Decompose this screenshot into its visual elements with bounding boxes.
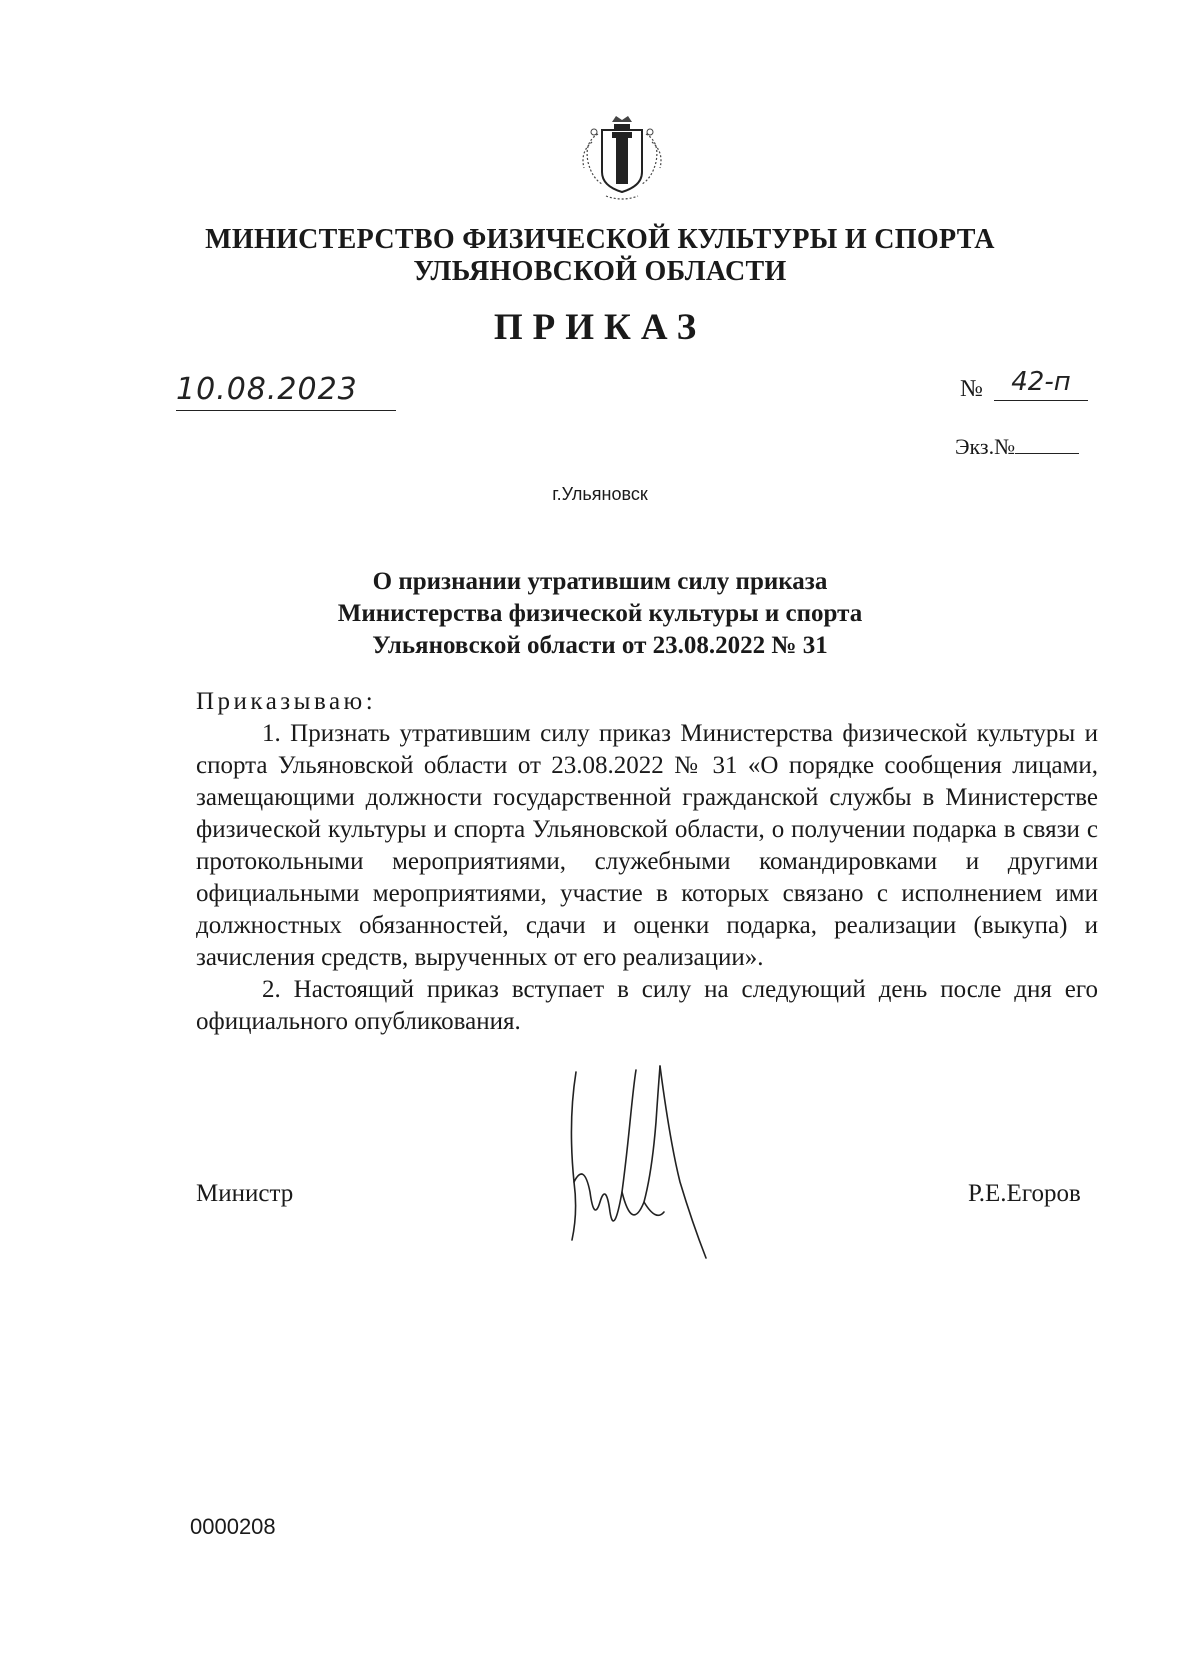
coat-of-arms-emblem [566,112,678,204]
subject-line-3: Ульяновской области от 23.08.2022 № 31 [372,632,828,659]
city-name: г.Ульяновск [552,484,648,504]
subject-line-2: Министерства физической культуры и спорта [337,600,863,627]
ministry-line-1: МИНИСТЕРСТВО ФИЗИЧЕСКОЙ КУЛЬТУРЫ И СПОРТА [205,224,995,255]
order-body [196,686,1098,1038]
document-serial-number: 0000208 [190,1514,276,1539]
copy-number-label: Экз.№ [955,434,1016,459]
ministry-name [0,224,1200,288]
order-paragraph-1: 1. Признать утратившим силу приказ Министерства физической культуры и спорта Ульяновской области от 23.08.2022 № 31 «О порядке сообщения лицами, замещающими должности государственной гражданской службы в Министерстве физической культуры и спорта Ульяновской области, о получении подарка в связи с протокольными мероприятиями, служебными командировками и другими официальными мероприятиями, участие в которых связано с исполнением ими должностных обязанностей, сдачи и оценки подарка, реализации (выкупа) и зачисления средств, вырученных от его реализации». [196,720,1098,971]
signatory-name: Р.Е.Егоров [968,1180,1081,1207]
subject-line-1: О признании утратившим силу приказа [372,568,828,595]
handwritten-order-number: 42-п [994,364,1088,401]
document-type-title: ПРИКАЗ [493,307,707,348]
number-label: № [960,376,983,402]
signatory-title: Министр [196,1180,294,1207]
order-subject [0,566,1200,662]
handwritten-date: 10.08.2023 [176,370,396,411]
order-paragraph-2: 2. Настоящий приказ вступает в силу на следующий день после дня его официального опубликования. [196,976,1098,1035]
handwritten-signature [560,1062,750,1262]
copy-number-blank [1015,435,1079,454]
copy-number-field [955,434,1079,460]
ministry-line-2: УЛЬЯНОВСКОЙ ОБЛАСТИ [413,256,787,287]
order-lead: Приказываю: [196,688,377,715]
